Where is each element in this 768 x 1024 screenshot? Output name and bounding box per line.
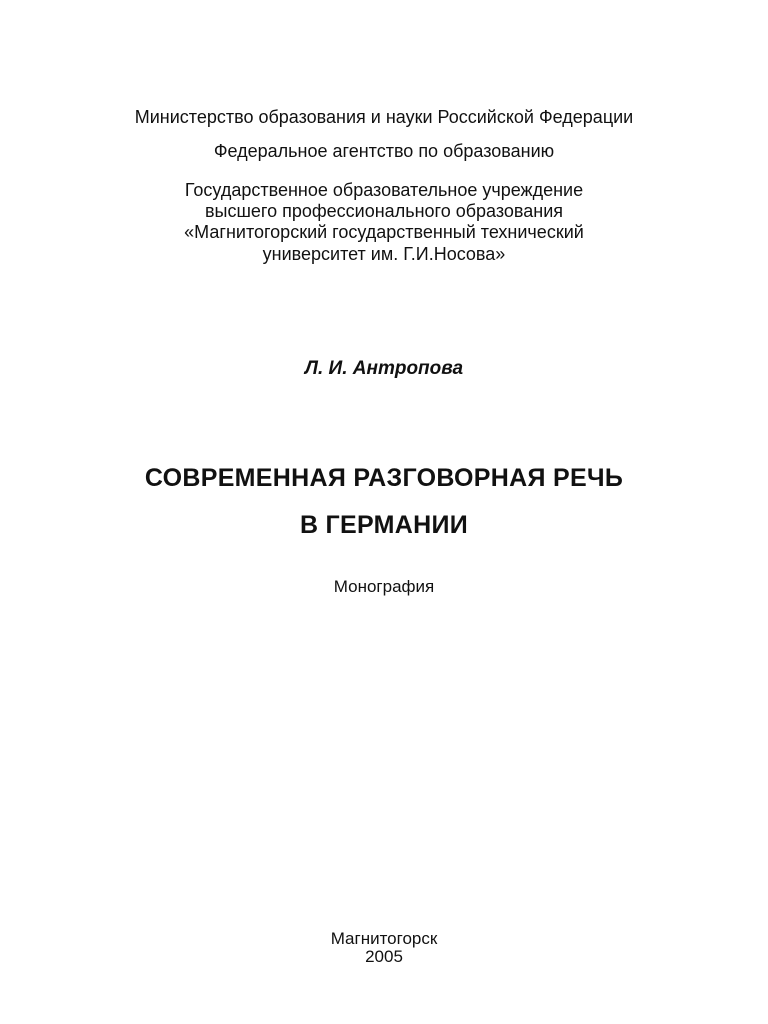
imprint-year: 2005 bbox=[365, 947, 403, 966]
book-title-line-1: СОВРЕМЕННАЯ РАЗГОВОРНАЯ РЕЧЬ bbox=[144, 464, 624, 492]
book-title-line-2: В ГЕРМАНИИ bbox=[299, 511, 469, 539]
institution-line-1: Государственное образовательное учреждение bbox=[184, 180, 584, 200]
genre-label: Монография bbox=[333, 577, 435, 596]
institution-line-4: университет им. Г.И.Носова» bbox=[262, 244, 506, 264]
imprint-city: Магнитогорск bbox=[330, 929, 438, 948]
author-name: Л. И. Антропова bbox=[304, 358, 464, 379]
institution-line-3: «Магнитогорский государственный технический bbox=[184, 222, 584, 242]
institution-line-2: высшего профессионального образования bbox=[204, 201, 564, 221]
ministry-line: Министерство образования и науки Российской Федерации bbox=[134, 107, 634, 127]
agency-line: Федеральное агентство по образованию bbox=[213, 141, 555, 161]
